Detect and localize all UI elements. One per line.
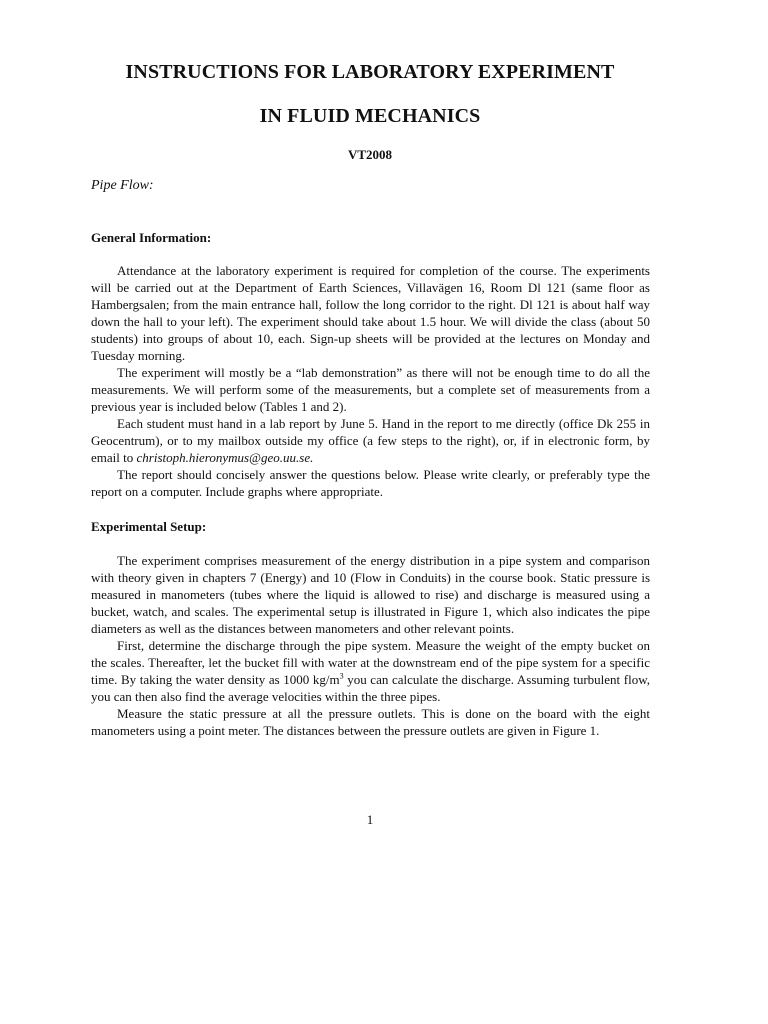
general-information-heading: General Information: bbox=[91, 230, 212, 245]
setup-paragraph-1: The experiment comprises measurement of the energy distribution in a pipe system and comparison with theory given in chapters 7 (Energy) and 10 (Flow in Conduits) in the course book. Static pressure is measured in manometers (tubes where the liquid is allowed to rise) and discharge is measured using a bucket, watch, and scales. The experimental setup is illustrated in Figure 1, which also indicates the pipe diameters as well as the distances between manometers and other relevant points. bbox=[91, 553, 650, 636]
email-address: christoph.hieronymus@geo.uu.se. bbox=[136, 450, 314, 465]
general-paragraph-2: The experiment will mostly be a “lab demonstration” as there will not be enough time to do all the measurements. We will perform some of the measurements, but a complete set of measurements from a previous year is included below (Tables 1 and 2). bbox=[91, 365, 650, 414]
general-paragraph-4: The report should concisely answer the questions below. Please write clearly, or preferably type the report on a computer. Include graphs where appropriate. bbox=[91, 467, 650, 499]
setup-paragraph-2-text: First, determine the discharge through the pipe system. Measure the weight of the empty bucket on the scales. Thereafter, let the bucket fill with water at the downstream end of the pipe system for a specific time. By taking the water density as 1000 kg/m bbox=[91, 638, 650, 687]
document-title-line-1: INSTRUCTIONS FOR LABORATORY EXPERIMENT bbox=[125, 61, 615, 83]
setup-paragraph-2 bbox=[91, 637, 650, 705]
setup-paragraph-2-text-continued: you can calculate the discharge. Assuming turbulent flow, you can then also find the average velocities within the three pipes. bbox=[91, 672, 650, 704]
setup-paragraph-3: Measure the static pressure at all the pressure outlets. This is done on the board with the eight manometers using a point meter. The distances between the pressure outlets are given in Figure 1. bbox=[91, 706, 650, 738]
cubic-superscript: 3 bbox=[339, 671, 344, 681]
page-number: 1 bbox=[366, 812, 374, 827]
general-paragraph-3 bbox=[91, 415, 650, 466]
experimental-setup-heading: Experimental Setup: bbox=[91, 519, 207, 534]
general-paragraph-1: Attendance at the laboratory experiment is required for completion of the course. The experiments will be carried out at the Department of Earth Sciences, Villavägen 16, Room Dl 121 (same floor as Hambergsalen; from the main entrance hall, follow the long corridor to the right. Dl 121 is about half way down the hall to your left). The experiment should take about 1.5 hour. We will divide the class (about 50 students) into groups of about 10, each. Sign-up sheets will be provided at the lectures on Monday and Tuesday morning. bbox=[91, 263, 650, 363]
document-title-line-2: IN FLUID MECHANICS bbox=[259, 105, 481, 127]
document-subtitle: Pipe Flow: bbox=[91, 178, 154, 193]
general-paragraph-3-text: Each student must hand in a lab report by June 5. Hand in the report to me directly (office Dk 255 in Geocentrum), or to my mailbox outside my office (a few steps to the right), or, if in electronic form, by email to bbox=[91, 416, 650, 465]
experimental-setup-section bbox=[91, 552, 650, 739]
term-label: VT2008 bbox=[347, 147, 393, 162]
general-information-section bbox=[91, 262, 650, 500]
